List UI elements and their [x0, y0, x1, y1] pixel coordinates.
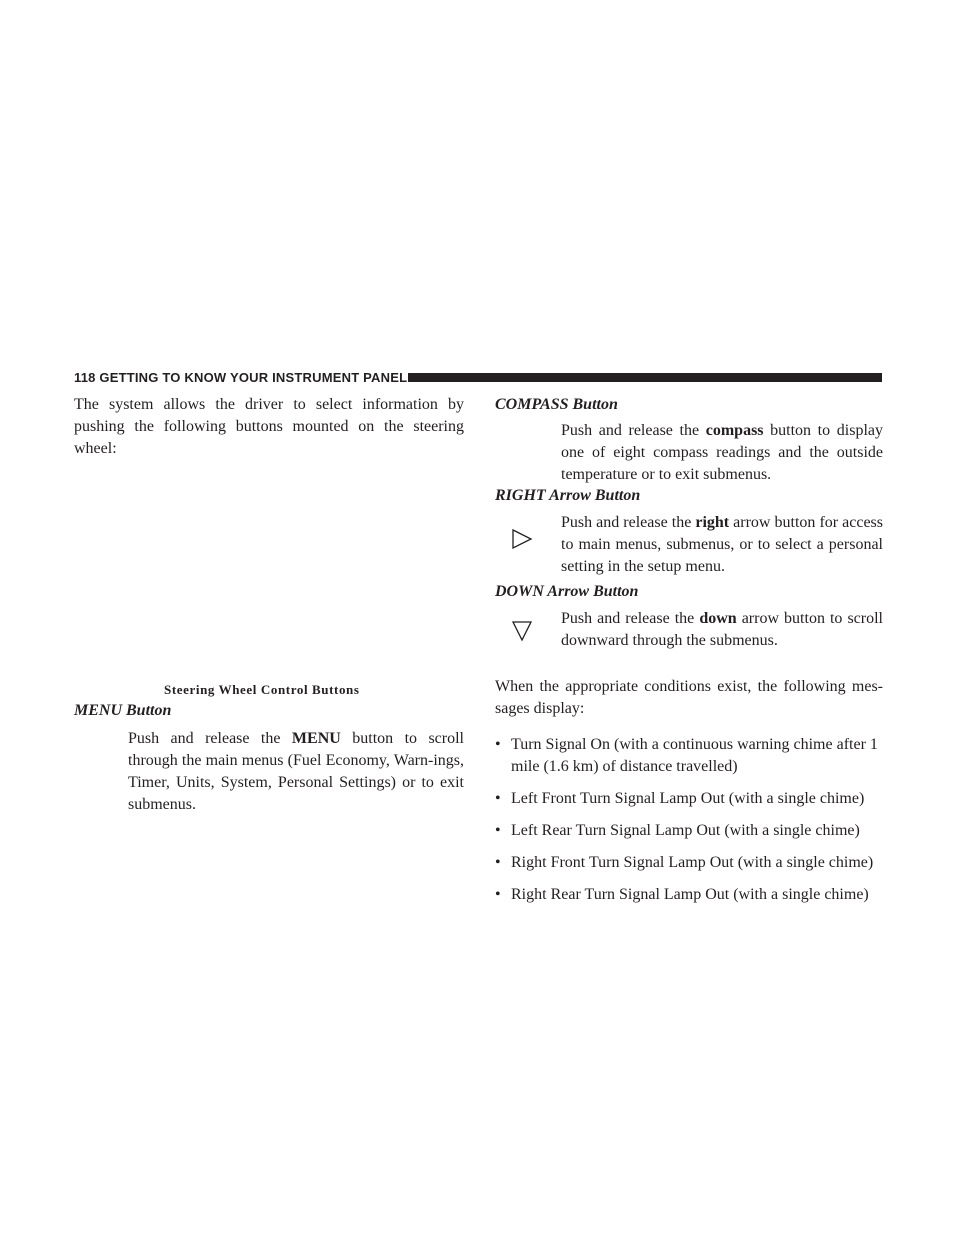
- bullet: •: [495, 822, 501, 839]
- down-desc-part1: Push and release the: [561, 610, 700, 627]
- down-desc-bold: down: [699, 610, 737, 627]
- down-arrow-heading: DOWN Arrow Button: [495, 583, 639, 600]
- page-header: [74, 370, 882, 386]
- compass-desc-part1: Push and release the: [561, 422, 706, 439]
- menu-desc-part2: button to scroll through the main menus (Fuel Economy, Warn-ings, Timer, Units, System, Personal Settings) or to exit submenus.: [128, 730, 464, 813]
- header-rule: [408, 373, 882, 382]
- steering-wheel-figure: [74, 464, 464, 674]
- list-item: [495, 788, 883, 810]
- list-item: [495, 820, 883, 842]
- bullet: •: [495, 886, 501, 903]
- bullet: •: [495, 736, 501, 753]
- messages-intro: When the appropriate conditions exist, the following mes-sages display:: [495, 678, 883, 717]
- right-desc-part2: arrow button for access to main menus, submenus, or to select a personal setting in the setup menu.: [561, 514, 883, 575]
- down-arrow-icon: [511, 620, 533, 642]
- message-text: Right Rear Turn Signal Lamp Out (with a single chime): [511, 886, 869, 903]
- down-arrow-description: [561, 608, 883, 652]
- page-number: 118: [74, 370, 96, 385]
- message-text: Turn Signal On (with a continuous warning chime after 1 mile (1.6 km) of distance travelled): [511, 736, 878, 775]
- right-arrow-heading: RIGHT Arrow Button: [495, 487, 641, 504]
- header-text: [74, 370, 407, 386]
- compass-button-description: [561, 420, 883, 486]
- message-text: Right Front Turn Signal Lamp Out (with a single chime): [511, 854, 874, 871]
- messages-list: [495, 734, 883, 916]
- right-desc-part1: Push and release the: [561, 514, 696, 531]
- right-arrow-icon: [511, 528, 533, 550]
- menu-desc-part1: Push and release the: [128, 730, 292, 747]
- intro-paragraph: The system allows the driver to select information by pushing the following buttons mounted on the steering wheel:: [74, 396, 464, 457]
- menu-button-description: [128, 728, 464, 816]
- menu-desc-bold: MENU: [291, 730, 341, 747]
- right-desc-bold: right: [695, 514, 730, 531]
- section-title: GETTING TO KNOW YOUR INSTRUMENT PANEL: [99, 370, 408, 385]
- bullet: •: [495, 790, 501, 807]
- list-item: [495, 734, 883, 778]
- list-item: [495, 852, 883, 874]
- compass-button-heading: COMPASS Button: [495, 396, 618, 413]
- compass-desc-bold: compass: [705, 422, 764, 439]
- right-arrow-description: [561, 512, 883, 578]
- down-desc-part2: arrow button to scroll downward through the submenus.: [561, 610, 883, 649]
- bullet: •: [495, 854, 501, 871]
- message-text: Left Front Turn Signal Lamp Out (with a single chime): [511, 790, 865, 807]
- list-item: [495, 884, 883, 906]
- message-text: Left Rear Turn Signal Lamp Out (with a single chime): [511, 822, 860, 839]
- figure-caption: Steering Wheel Control Buttons: [164, 682, 360, 697]
- compass-desc-part2: button to display one of eight compass readings and the outside temperature or to exit submenus.: [561, 422, 883, 483]
- menu-button-heading: MENU Button: [74, 702, 172, 719]
